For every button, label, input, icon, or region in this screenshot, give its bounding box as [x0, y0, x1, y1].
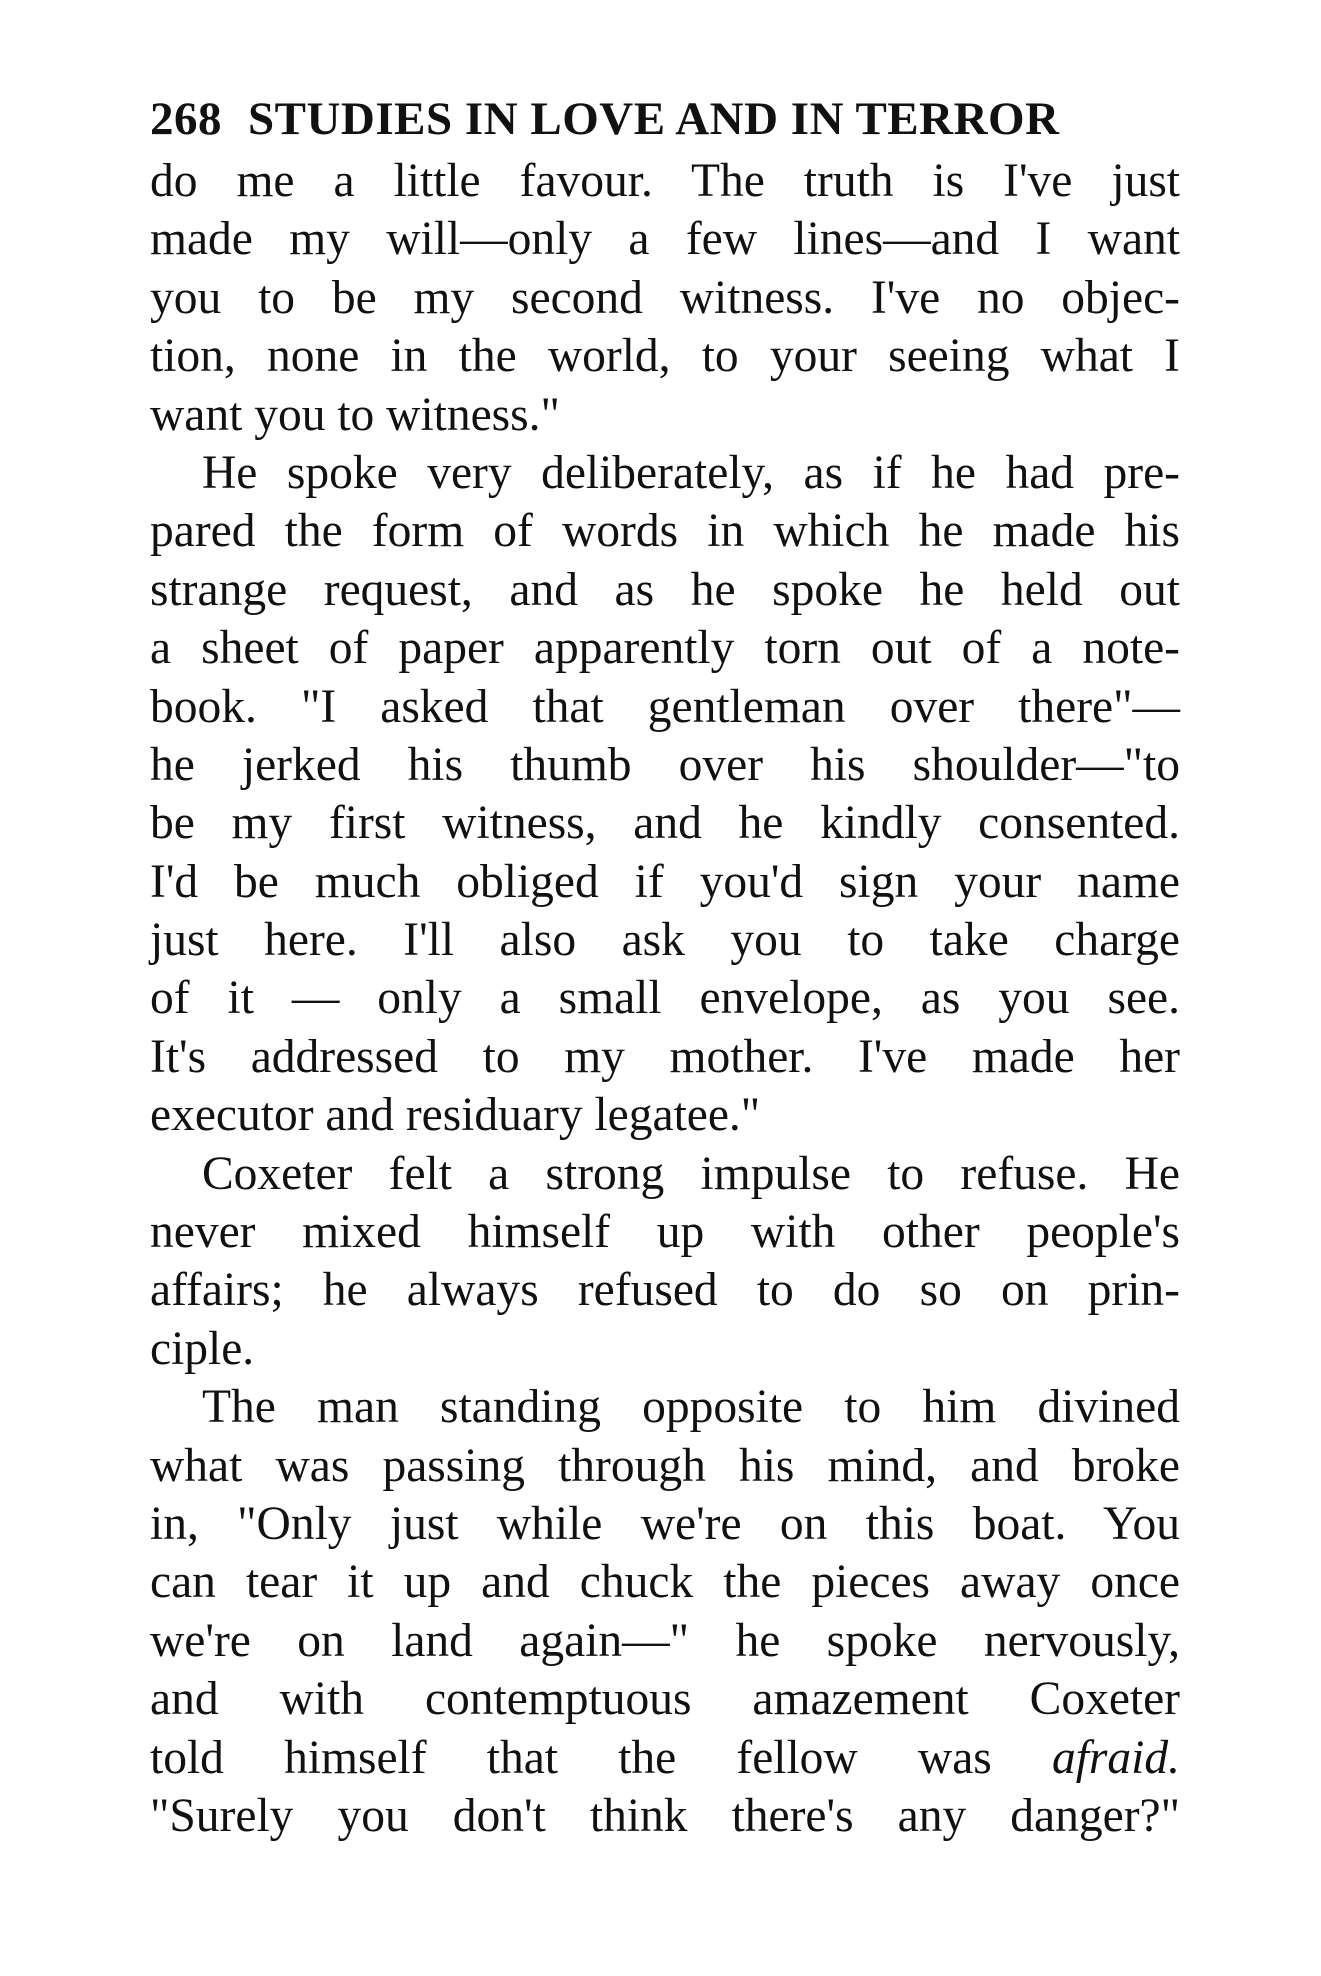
page-number: 268 — [150, 93, 222, 145]
text-line: executor and residuary legatee." — [150, 1089, 761, 1142]
text-line: just here. I'll also ask you to take charge — [150, 914, 1180, 967]
text-line: we're on land again—" he spoke nervously, — [150, 1614, 1180, 1667]
text-line: and with contemptuous amazement Coxeter — [150, 1673, 1180, 1726]
text-line: of it — only a small envelope, as you see. — [150, 972, 1180, 1025]
text-line: He spoke very deliberately, as if he had pre- — [202, 446, 1180, 499]
emphasized-word: afraid. — [1051, 1731, 1180, 1784]
text-line-with-emphasis — [150, 1729, 1180, 1787]
running-title: STUDIES IN LOVE AND IN TERROR — [248, 93, 1060, 145]
paragraph — [150, 152, 1180, 444]
text-line: be my first witness, and he kindly consented. — [150, 797, 1180, 850]
text-line: "Surely you don't think there's any danger?" — [150, 1789, 1180, 1842]
text-line: ciple. — [150, 1322, 255, 1375]
text-line: never mixed himself up with other people's — [150, 1206, 1180, 1259]
text-line: It's addressed to my mother. I've made her — [150, 1030, 1180, 1083]
book-page — [150, 90, 1180, 1845]
text-line: pared the form of words in which he made his — [150, 505, 1180, 558]
running-header — [150, 90, 1180, 148]
text-line: he jerked his thumb over his shoulder—"to — [150, 738, 1180, 791]
text-line: I'd be much obliged if you'd sign your name — [150, 855, 1180, 908]
text-line: can tear it up and chuck the pieces away once — [150, 1556, 1180, 1609]
text-line: book. "I asked that gentleman over there"— — [150, 680, 1180, 733]
text-line: want you to witness." — [150, 388, 560, 441]
text-line: affairs; he always refused to do so on prin- — [150, 1264, 1180, 1317]
paragraph — [150, 1378, 1180, 1845]
paragraph — [150, 1145, 1180, 1379]
text-line: what was passing through his mind, and broke — [150, 1439, 1180, 1492]
paragraph — [150, 444, 1180, 1145]
text-line: The man standing opposite to him divined — [202, 1381, 1180, 1434]
text-fragment: told himself that the fellow was — [150, 1731, 992, 1784]
text-line: a sheet of paper apparently torn out of a note- — [150, 622, 1180, 675]
body-text — [150, 152, 1180, 1845]
text-line: in, "Only just while we're on this boat. You — [150, 1497, 1180, 1550]
text-line: tion, none in the world, to your seeing what I — [150, 330, 1180, 383]
text-line: Coxeter felt a strong impulse to refuse. He — [202, 1147, 1180, 1200]
text-line: do me a little favour. The truth is I've just — [150, 155, 1180, 207]
text-line: made my will—only a few lines—and I want — [150, 213, 1180, 266]
text-line: you to be my second witness. I've no objec- — [150, 271, 1180, 324]
text-line: strange request, and as he spoke he held out — [150, 563, 1180, 616]
